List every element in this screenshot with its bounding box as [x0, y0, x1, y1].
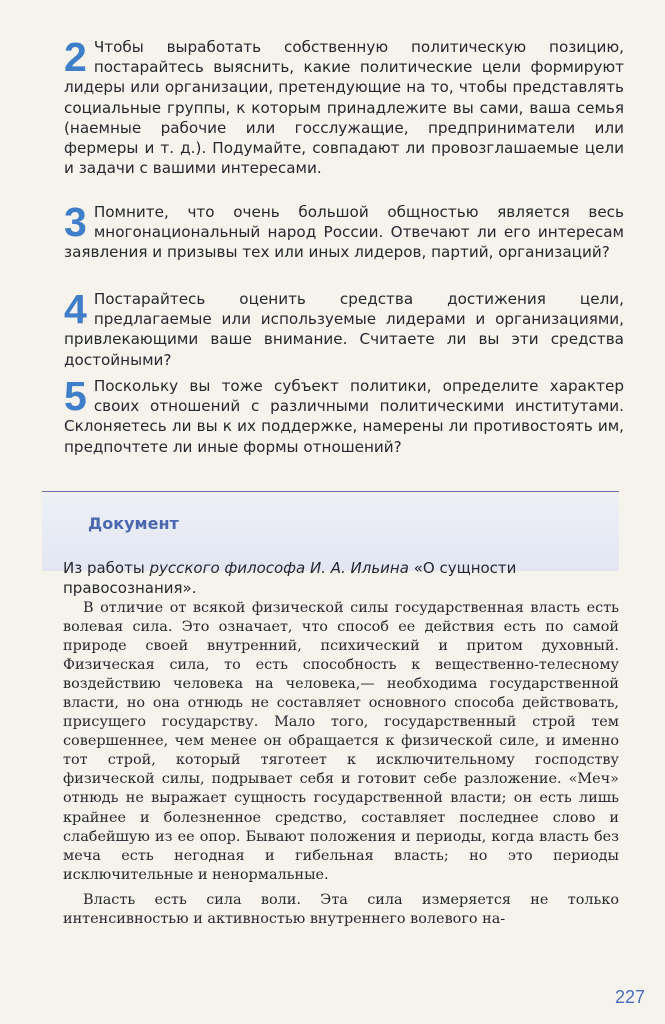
source-title: «О сущности правосознания». — [63, 559, 517, 597]
source-prefix: Из работы — [63, 559, 150, 577]
source-author: русского философа И. А. Ильина — [149, 559, 409, 577]
task-5 — [64, 373, 624, 457]
task-4 — [64, 286, 624, 370]
task-text: Чтобы выработать собственную политическую позицию, постарайтесь выяснить, какие политические цели формируют лидеры или организации, претендующие на то, чтобы представлять социальные группы, к которым принадлежите вы сами, ваша семья (наемные рабочие или госслужащие, предприниматели или фермеры и т. д.). Подумайте, совпадают ли провозглашаемые цели и задачи с вашими интересами. — [64, 38, 624, 178]
page-number: 227 — [614, 987, 645, 1007]
task-text: Поскольку вы тоже субъект политики, определите характер своих отношений с различными политическими институтами. Склоняетесь ли вы к их поддержке, намерены ли противостоять им, предпочтете ли иные формы отношений? — [64, 377, 624, 456]
document-source — [63, 559, 619, 598]
task-text: Постарайтесь оценить средства достижения цели, предлагаемые или используемые лидерами и организациями, привлекающими ваше внимание. Считаете ли вы эти средства достойными? — [64, 290, 624, 369]
task-number: 2 — [64, 34, 87, 80]
task-number: 3 — [64, 199, 87, 245]
document-text — [63, 599, 619, 935]
section-divider — [42, 491, 619, 492]
task-3 — [64, 199, 624, 263]
task-text: Помните, что очень большой общностью является весь многонациональный народ России. Отвечают ли его интересам заявления и призывы тех или иных лидеров, партий, организаций? — [64, 203, 624, 262]
task-number: 5 — [64, 373, 87, 419]
task-number: 4 — [64, 286, 87, 332]
document-title: Документ — [88, 514, 179, 533]
task-2 — [64, 34, 624, 178]
document-paragraph: Власть есть сила воли. Эта сила измеряется не только интенсивностью и активностью внутреннего волевого на- — [63, 891, 619, 927]
document-paragraph: В отличие от всякой физической силы государственная власть есть волевая сила. Это означает, что способ ее действия есть по самой природе своей внутренний, психический и притом духовный. Физическая сила, то есть способность к вещественно-телесному воздействию человека на человека,— необходима государственной власти, но она отнюдь не составляет основного способа действовать, присущего государству. Мало того, государственный строй тем совершеннее, чем менее он обращается к физической силе, и именно тот строй, который тяготеет к исключительному господству физической силы, подрывает себя и готовит себе разложение. «Меч» отнюдь не выражает сущность государственной власти; он есть лишь крайнее и болезненное средство, составляет последнее слово и слабейшую из ее опор. Бывают положения и периоды, когда власть без меча есть негодная и гибельная власть; но это периоды исключительные и ненормальные. — [63, 600, 619, 883]
